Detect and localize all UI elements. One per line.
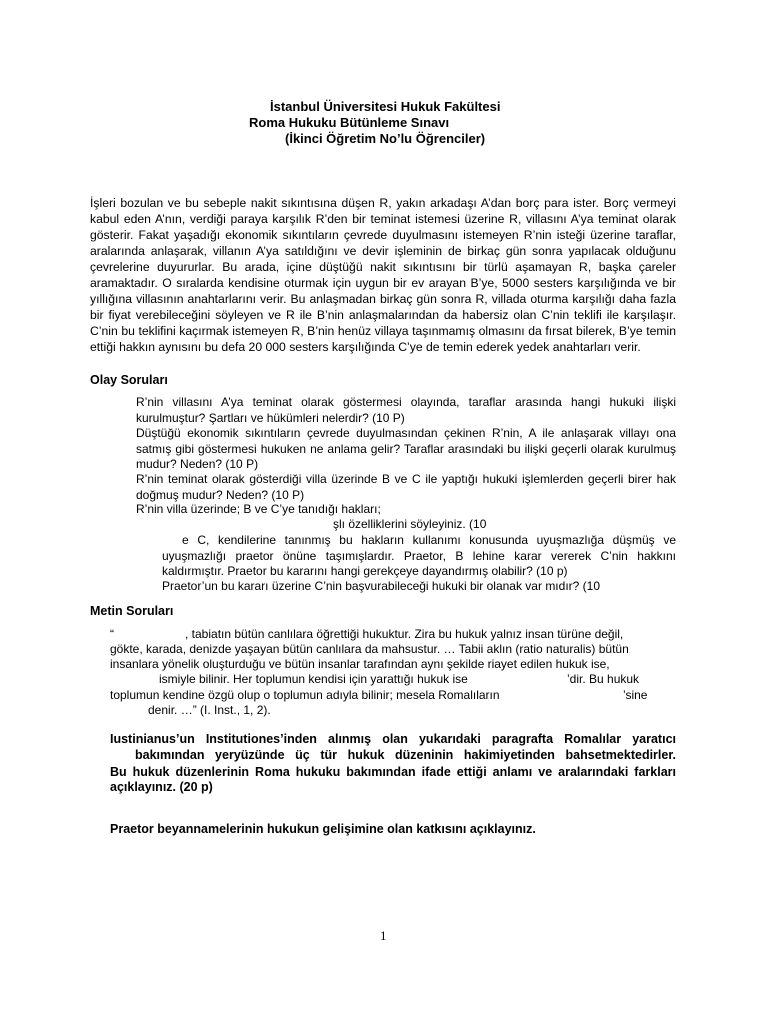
- header-university: İstanbul Üniversitesi Hukuk Fakültesi: [270, 99, 501, 114]
- olay-question-4: R’nin villa üzerinde; B ve C’ye tanıdığı hakları;: [136, 502, 381, 516]
- quote-line-4-cont: ’dir. Bu hukuk: [567, 672, 640, 686]
- case-paragraph: İşleri bozulan ve bu sebeple nakit sıkıntısına düşen R, yakın arkadaşı A’dan borç para ister. Borç vermeyi kabul eden A’nın, verdiği paraya karşılık R’den bir teminat istemesi üzerine R, villasını A’ya teminat olarak gösterir. Fakat yaşadığı ekonomik sıkıntıların çevrede duyulmasını istemeyen R’nin isteği üzerine taraflar, aralarında anlaşarak, villanın A’ya satıldığını ve devir işleminin de birkaç gün sonra yapılacak olduğunu çevrelerine duyururlar. Bu arada, içine düştüğü nakit sıkıntısını bir türlü aşamayan R, başka çareler aramaktadır. O sıralarda kendisine oturmak için uygun bir ev arayan B’ye, 5000 sesters karşılığında ve bir yıllığına villasının anahtarlarını verir. Bu anlaşmadan birkaç gün sonra R, villada oturma karşılığı daha fazla bir fiyat verebileceğini söyleyen ve R ile B’nin anlaşmalarından da habersiz olan C’nin teklifi ile karşılaşır. C’nin bu teklifini kaçırmak istemeyen R, B’nin henüz villaya taşınmamış olmasını da fırsat bilerek, B’ye temin ettiği hakkın aynısını bu defa 20 000 sesters karşılığında C’ye de temin ederek yedek anahtarları verir.: [90, 196, 676, 354]
- olay-question-3: R’nin teminat olarak gösterdiği villa üzerinde B ve C ile yaptığı hukuki işlemlerden geçerli birer hak doğmuş mudur? Neden? (10 P): [136, 472, 676, 502]
- metin-question-1-line3: Bu hukuk düzenlerinin Roma hukuku bakımından ifade ettiği anlamı ve aralarındaki farkları: [110, 765, 676, 779]
- quote-line-2: gökte, karada, denizde yaşayan bütün canlılara da mahsustur. … Tabii aklın (ratio naturalis) bütün: [110, 642, 629, 656]
- metin-question-1-line2: bakımından yeryüzünde üç tür hukuk düzeninin hakimiyetinden bahsetmektedirler.: [135, 748, 676, 762]
- quote-line-3: insanlara yönelik oluşturduğu ve bütün insanlar tarafından aynı şekilde riayet edilen hukuk ise,: [110, 657, 610, 671]
- quote-line-1: , tabiatın bütün canlılara öğrettiği hukuktur. Zira bu hukuk yalnız insan türüne değil,: [185, 627, 624, 641]
- header-student-group: (İkinci Öğretim No’lu Öğrenciler): [285, 131, 486, 146]
- olay-question-2: Düştüğü ekonomik sıkıntıların çevrede duyulmasından çekinen R’nin, A ile anlaşarak villayı ona satmış gibi göstermesi hukuken ne anlama gelir? Taraflar arasındaki bu ilişki geçerli olarak kurulmuş mudur? Neden? (10 P): [136, 426, 676, 471]
- quote-line-5-cont: ’sine: [623, 688, 648, 702]
- metin-question-1-line1: Iustinianus’un Institutiones’inden alınmış olan yukarıdaki paragrafta Romalılar yaratıcı: [110, 732, 676, 746]
- page-number: 1: [380, 928, 387, 943]
- quote-open-mark: “: [110, 627, 114, 641]
- quote-line-4: ismiyle bilinir. Her toplumun kendisi için yarattığı hukuk ise: [159, 672, 468, 686]
- olay-question-5-line2: uyuşmazlığı praetor önüne taşımışlardır. Praetor, B lehine karar vererek C’nin hakkını: [162, 549, 676, 563]
- metin-question-2: Praetor beyannamelerinin hukukun gelişimine olan katkısını açıklayınız.: [110, 822, 536, 836]
- olay-question-1: R’nin villasını A’ya teminat olarak göstermesi olayında, taraflar arasında hangi hukuki ilişki kurulmuştur? Şartları ve hükümleri nelerdir? (10 P): [136, 395, 676, 425]
- olay-question-5-line3: kaldırmıştır. Praetor bu kararını hangi gerekçeye dayandırmış olabilir? (10 p): [162, 564, 568, 578]
- olay-section-title: Olay Soruları: [90, 373, 168, 387]
- metin-section-title: Metin Soruları: [90, 604, 174, 618]
- header-exam-title: Roma Hukuku Bütünleme Sınavı: [249, 115, 450, 130]
- olay-question-5-line1: e C, kendilerine tanınmış bu hakların kullanımı konusunda uyuşmazlığa düşmüş ve: [182, 533, 676, 547]
- quote-line-6: denir. …” (I. Inst., 1, 2).: [148, 703, 271, 717]
- olay-question-4-cont: şlı özelliklerini söyleyiniz. (10: [333, 517, 487, 531]
- quote-line-5: toplumun kendine özgü olup o toplumun adıyla bilinir; mesela Romalıların: [110, 688, 500, 702]
- metin-question-1-line4: açıklayınız. (20 p): [110, 780, 213, 794]
- olay-question-6: Praetor’un bu kararı üzerine C’nin başvurabileceği hukuki bir olanak var mıdır? (10: [162, 579, 600, 593]
